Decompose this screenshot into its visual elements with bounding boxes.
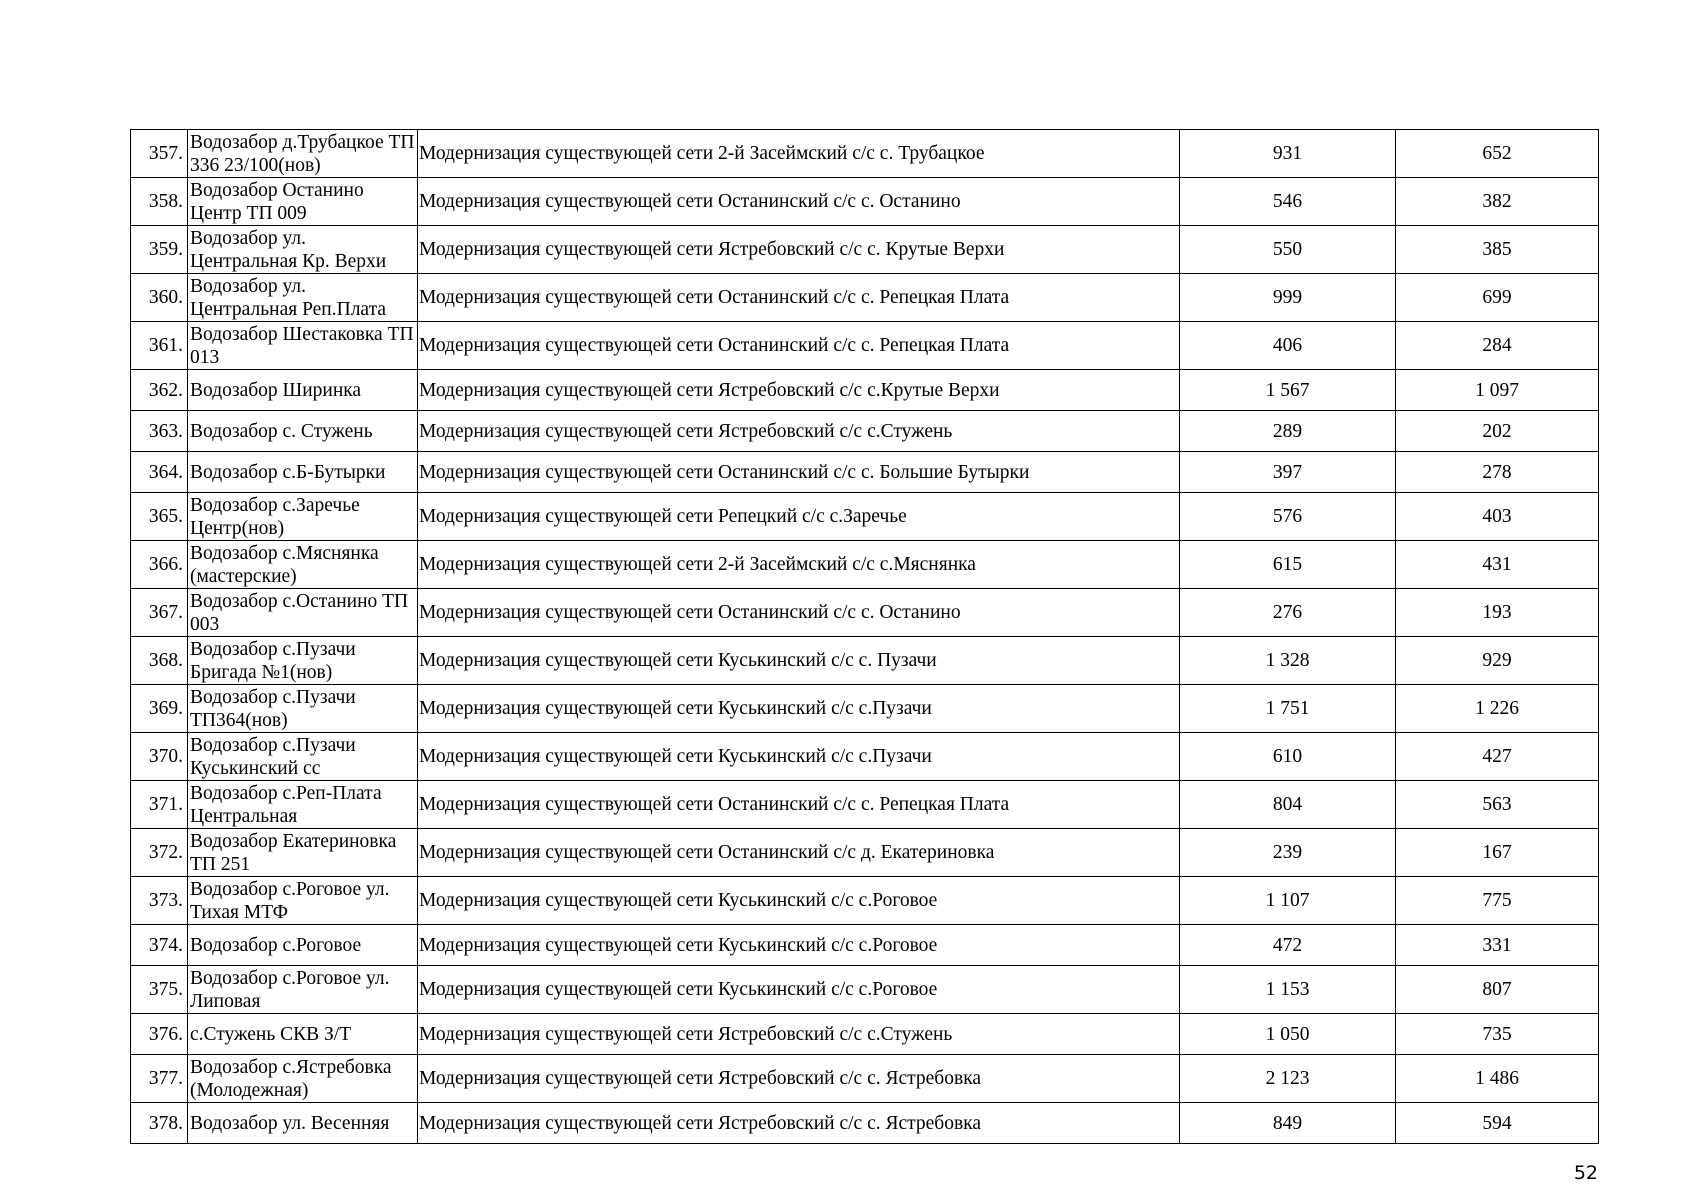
row-number-cell: 378.	[131, 1103, 188, 1144]
value-1-cell: 406	[1180, 322, 1396, 370]
row-number-cell: 369.	[131, 685, 188, 733]
facility-name-cell: Водозабор с.Реп-Плата Центральная	[188, 781, 418, 829]
value-1-cell: 2 123	[1180, 1055, 1396, 1103]
description-cell: Модернизация существующей сети Куськинский с/с с. Пузачи	[418, 637, 1180, 685]
description-cell: Модернизация существующей сети Ястребовский с/с с.Крутые Верхи	[418, 370, 1180, 411]
value-1-cell: 576	[1180, 493, 1396, 541]
description-cell: Модернизация существующей сети Ястребовский с/с с.Стужень	[418, 1014, 1180, 1055]
facility-name-cell: Водозабор Шестаковка ТП 013	[188, 322, 418, 370]
description-cell: Модернизация существующей сети Останинский с/с с. Останино	[418, 178, 1180, 226]
value-1-cell: 610	[1180, 733, 1396, 781]
facility-name-cell: Водозабор ул. Весенняя	[188, 1103, 418, 1144]
description-cell: Модернизация существующей сети Куськинский с/с с.Роговое	[418, 925, 1180, 966]
description-cell: Модернизация существующей сети Ястребовский с/с с.Стужень	[418, 411, 1180, 452]
row-number-cell: 370.	[131, 733, 188, 781]
facility-name-cell: Водозабор с.Роговое ул. Тихая МТФ	[188, 877, 418, 925]
facility-name-cell: Водозабор с.Б-Бутырки	[188, 452, 418, 493]
table-row	[131, 925, 1599, 966]
value-1-cell: 615	[1180, 541, 1396, 589]
facility-name-cell: Водозабор с.Останино ТП 003	[188, 589, 418, 637]
value-2-cell: 775	[1396, 877, 1599, 925]
description-cell: Модернизация существующей сети 2-й Засеймский с/с с.Мяснянка	[418, 541, 1180, 589]
table-row	[131, 130, 1599, 178]
description-cell: Модернизация существующей сети 2-й Засеймский с/с с. Трубацкое	[418, 130, 1180, 178]
table-row	[131, 1055, 1599, 1103]
value-2-cell: 699	[1396, 274, 1599, 322]
table-row	[131, 637, 1599, 685]
value-2-cell: 1 486	[1396, 1055, 1599, 1103]
value-2-cell: 929	[1396, 637, 1599, 685]
facility-name-cell: Водозабор с.Пузачи Бригада №1(нов)	[188, 637, 418, 685]
value-2-cell: 331	[1396, 925, 1599, 966]
row-number-cell: 367.	[131, 589, 188, 637]
table-row	[131, 322, 1599, 370]
table-row	[131, 589, 1599, 637]
value-1-cell: 239	[1180, 829, 1396, 877]
facility-name-cell: Водозабор ул. Центральная Кр. Верхи	[188, 226, 418, 274]
row-number-cell: 365.	[131, 493, 188, 541]
facility-name-cell: Водозабор с. Стужень	[188, 411, 418, 452]
description-cell: Модернизация существующей сети Ястребовский с/с с. Ястребовка	[418, 1055, 1180, 1103]
table-row	[131, 226, 1599, 274]
value-2-cell: 385	[1396, 226, 1599, 274]
row-number-cell: 358.	[131, 178, 188, 226]
table-row	[131, 370, 1599, 411]
facility-name-cell: Водозабор с.Пузачи ТП364(нов)	[188, 685, 418, 733]
table-row	[131, 1103, 1599, 1144]
value-2-cell: 427	[1396, 733, 1599, 781]
row-number-cell: 362.	[131, 370, 188, 411]
table-row	[131, 877, 1599, 925]
description-cell: Модернизация существующей сети Останинский с/с с. Репецкая Плата	[418, 781, 1180, 829]
row-number-cell: 374.	[131, 925, 188, 966]
description-cell: Модернизация существующей сети Куськинский с/с с.Роговое	[418, 966, 1180, 1014]
facility-name-cell: Водозабор с.Роговое ул. Липовая	[188, 966, 418, 1014]
value-2-cell: 403	[1396, 493, 1599, 541]
row-number-cell: 376.	[131, 1014, 188, 1055]
row-number-cell: 359.	[131, 226, 188, 274]
value-1-cell: 1 751	[1180, 685, 1396, 733]
value-2-cell: 735	[1396, 1014, 1599, 1055]
table-row	[131, 178, 1599, 226]
row-number-cell: 366.	[131, 541, 188, 589]
facility-name-cell: Водозабор с.Мяснянка (мастерские)	[188, 541, 418, 589]
value-2-cell: 284	[1396, 322, 1599, 370]
table-row	[131, 829, 1599, 877]
facility-name-cell: Водозабор д.Трубацкое ТП 336 23/100(нов)	[188, 130, 418, 178]
value-1-cell: 397	[1180, 452, 1396, 493]
page-number: 52	[1573, 1162, 1598, 1184]
description-cell: Модернизация существующей сети Куськинский с/с с.Пузачи	[418, 733, 1180, 781]
description-cell: Модернизация существующей сети Останинский с/с с. Репецкая Плата	[418, 322, 1180, 370]
row-number-cell: 371.	[131, 781, 188, 829]
description-cell: Модернизация существующей сети Ястребовский с/с с. Крутые Верхи	[418, 226, 1180, 274]
value-1-cell: 1 328	[1180, 637, 1396, 685]
value-1-cell: 849	[1180, 1103, 1396, 1144]
value-2-cell: 167	[1396, 829, 1599, 877]
value-2-cell: 1 097	[1396, 370, 1599, 411]
value-1-cell: 276	[1180, 589, 1396, 637]
data-table	[130, 129, 1599, 1144]
description-cell: Модернизация существующей сети Куськинский с/с с.Пузачи	[418, 685, 1180, 733]
value-1-cell: 546	[1180, 178, 1396, 226]
value-1-cell: 999	[1180, 274, 1396, 322]
row-number-cell: 357.	[131, 130, 188, 178]
table-row	[131, 452, 1599, 493]
value-1-cell: 289	[1180, 411, 1396, 452]
value-1-cell: 472	[1180, 925, 1396, 966]
row-number-cell: 373.	[131, 877, 188, 925]
row-number-cell: 375.	[131, 966, 188, 1014]
value-1-cell: 550	[1180, 226, 1396, 274]
facility-name-cell: Водозабор Останино Центр ТП 009	[188, 178, 418, 226]
value-1-cell: 1 153	[1180, 966, 1396, 1014]
description-cell: Модернизация существующей сети Куськинский с/с с.Роговое	[418, 877, 1180, 925]
facility-name-cell: Водозабор с.Ястребовка (Молодежная)	[188, 1055, 418, 1103]
value-2-cell: 1 226	[1396, 685, 1599, 733]
value-1-cell: 1 107	[1180, 877, 1396, 925]
facility-name-cell: Водозабор Ширинка	[188, 370, 418, 411]
facility-name-cell: Водозабор Екатериновка ТП 251	[188, 829, 418, 877]
table-row	[131, 493, 1599, 541]
description-cell: Модернизация существующей сети Останинский с/с с. Большие Бутырки	[418, 452, 1180, 493]
row-number-cell: 360.	[131, 274, 188, 322]
row-number-cell: 361.	[131, 322, 188, 370]
table-row	[131, 733, 1599, 781]
value-2-cell: 652	[1396, 130, 1599, 178]
row-number-cell: 368.	[131, 637, 188, 685]
description-cell: Модернизация существующей сети Репецкий с/с с.Заречье	[418, 493, 1180, 541]
value-2-cell: 193	[1396, 589, 1599, 637]
facility-name-cell: Водозабор с.Пузачи Куськинский сс	[188, 733, 418, 781]
value-1-cell: 1 050	[1180, 1014, 1396, 1055]
facility-name-cell: Водозабор с.Роговое	[188, 925, 418, 966]
description-cell: Модернизация существующей сети Останинский с/с с. Репецкая Плата	[418, 274, 1180, 322]
row-number-cell: 363.	[131, 411, 188, 452]
row-number-cell: 377.	[131, 1055, 188, 1103]
description-cell: Модернизация существующей сети Останинский с/с д. Екатериновка	[418, 829, 1180, 877]
table-row	[131, 685, 1599, 733]
facility-name-cell: Водозабор ул. Центральная Реп.Плата	[188, 274, 418, 322]
facility-name-cell: Водозабор с.Заречье Центр(нов)	[188, 493, 418, 541]
table-row	[131, 541, 1599, 589]
value-2-cell: 382	[1396, 178, 1599, 226]
table-row	[131, 1014, 1599, 1055]
value-2-cell: 807	[1396, 966, 1599, 1014]
row-number-cell: 364.	[131, 452, 188, 493]
table-row	[131, 966, 1599, 1014]
value-1-cell: 804	[1180, 781, 1396, 829]
value-2-cell: 563	[1396, 781, 1599, 829]
table-row	[131, 274, 1599, 322]
table-row	[131, 411, 1599, 452]
value-2-cell: 278	[1396, 452, 1599, 493]
value-2-cell: 594	[1396, 1103, 1599, 1144]
table-row	[131, 781, 1599, 829]
description-cell: Модернизация существующей сети Останинский с/с с. Останино	[418, 589, 1180, 637]
value-1-cell: 931	[1180, 130, 1396, 178]
value-2-cell: 202	[1396, 411, 1599, 452]
row-number-cell: 372.	[131, 829, 188, 877]
description-cell: Модернизация существующей сети Ястребовский с/с с. Ястребовка	[418, 1103, 1180, 1144]
value-2-cell: 431	[1396, 541, 1599, 589]
table-body	[131, 130, 1599, 1144]
facility-name-cell: с.Стужень СКВ З/Т	[188, 1014, 418, 1055]
value-1-cell: 1 567	[1180, 370, 1396, 411]
